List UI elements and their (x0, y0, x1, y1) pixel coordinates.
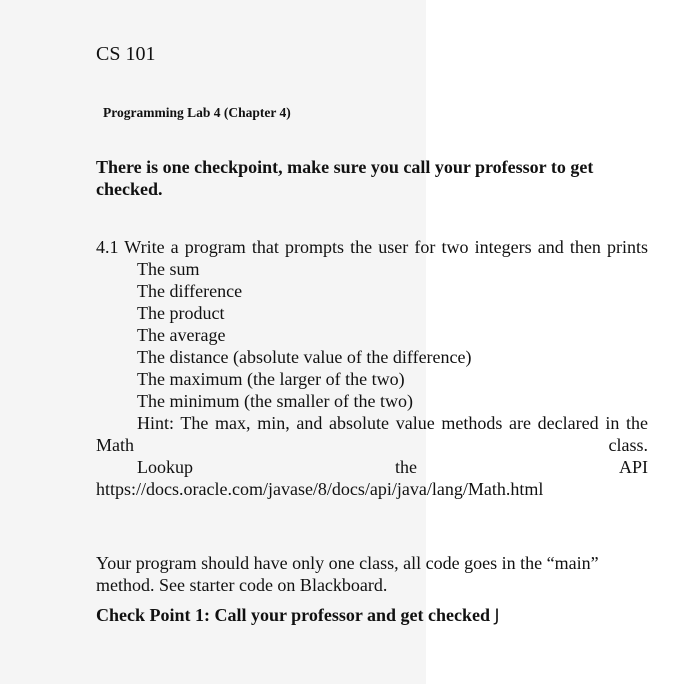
checkpoint-label: Check Point 1: Call your professor and get checked (96, 605, 490, 625)
lookup-word: the (394, 457, 417, 477)
checkpoint-notice: There is one checkpoint, make sure you call your professor to get checked. (96, 157, 594, 199)
task-item: The maximum (the larger of the two) (137, 369, 405, 389)
course-name: CS 101 (96, 43, 156, 65)
api-url: https://docs.oracle.com/javase/8/docs/api/java/lang/Math.html (96, 479, 544, 499)
task-intro: 4.1 Write a program that prompts the user for two integers and then prints (96, 237, 648, 257)
task-4-1 (96, 236, 648, 500)
task-hint: Hint: The max, min, and absolute value methods are declared in the Math class. (96, 413, 648, 455)
closing-instructions: Your program should have only one class, all code goes in the “main” method. See starter code on Blackboard. (96, 553, 599, 595)
task-item: The average (137, 325, 226, 345)
task-item: The distance (absolute value of the difference) (137, 347, 472, 367)
task-item: The sum (137, 259, 200, 279)
checkpoint-line (96, 605, 500, 626)
task-item: The minimum (the smaller of the two) (137, 391, 413, 411)
task-item: The product (137, 303, 225, 323)
lookup-line (96, 456, 648, 478)
lab-title: Programming Lab 4 (Chapter 4) (103, 105, 291, 120)
lookup-word: Lookup (137, 457, 193, 477)
task-item: The difference (137, 281, 243, 301)
lookup-word: API (618, 457, 648, 477)
smiley-symbol: J (494, 606, 500, 626)
